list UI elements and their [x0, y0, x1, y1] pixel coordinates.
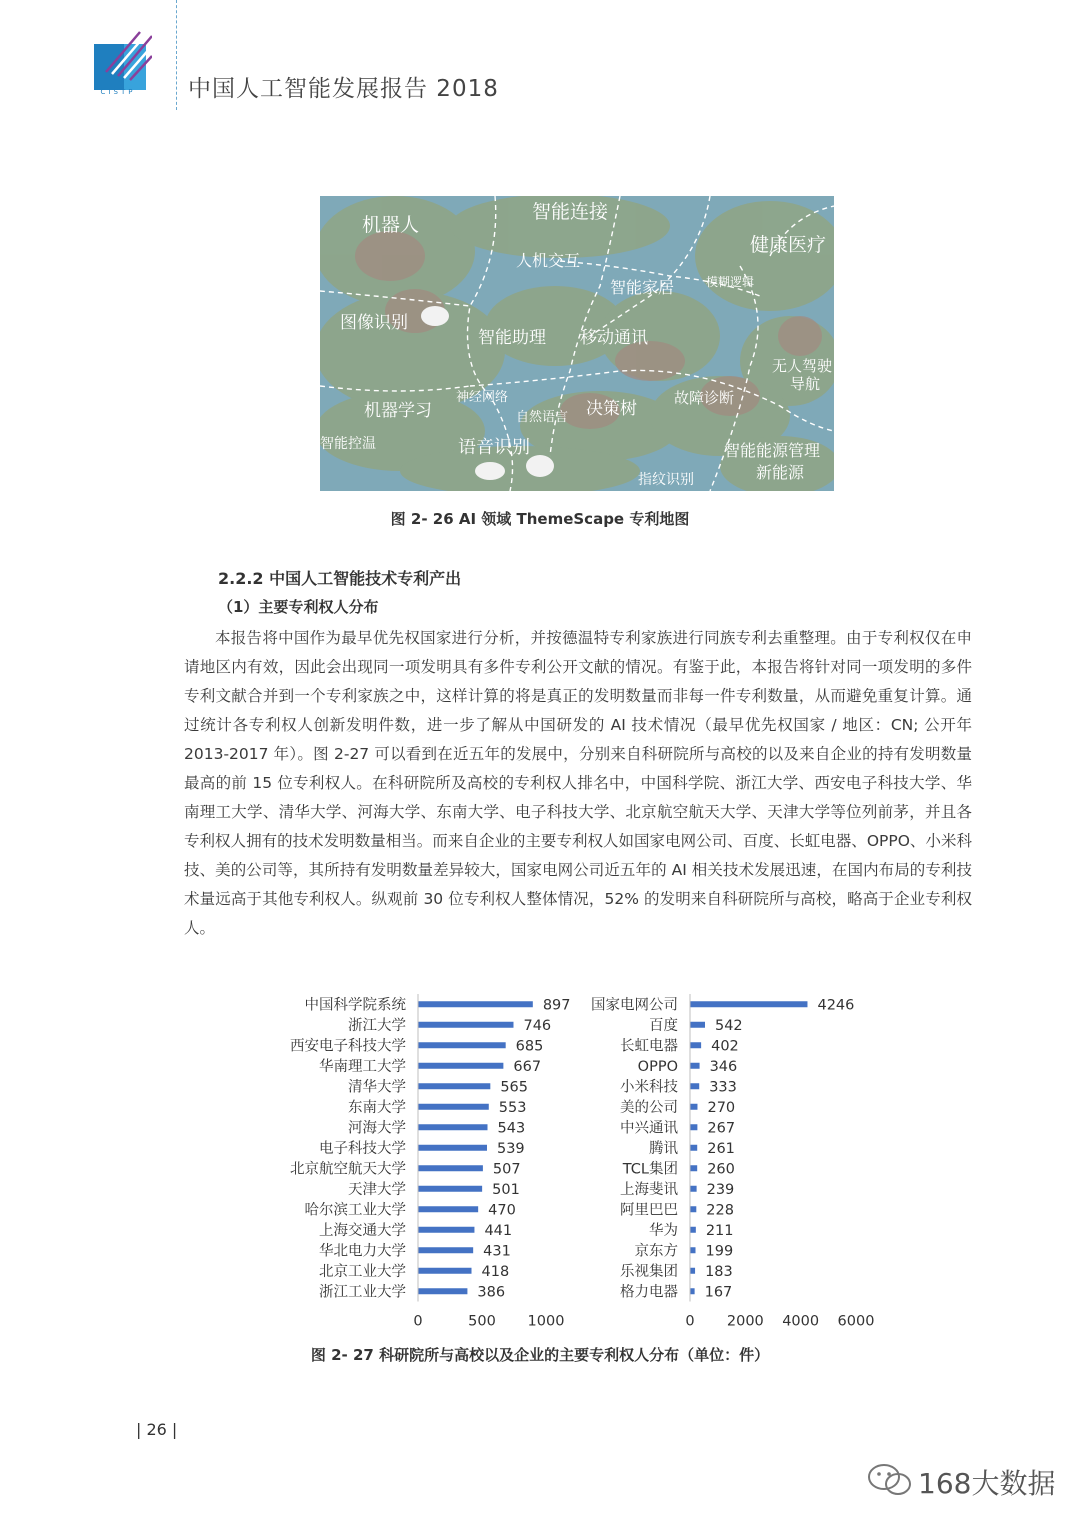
x-tick-label: 0 — [413, 1313, 423, 1330]
bar — [418, 1186, 482, 1192]
bar-value-label: 260 — [707, 1161, 735, 1178]
bar — [418, 1227, 474, 1233]
map-label: 新能源 — [756, 463, 805, 482]
map-label: 移动通讯 — [580, 328, 648, 348]
subsection-heading: （1）主要专利权人分布 — [218, 598, 379, 616]
bar — [690, 1042, 701, 1048]
bar-value-label: 565 — [500, 1079, 529, 1096]
bar-value-label: 270 — [707, 1099, 736, 1116]
bar — [690, 1206, 696, 1212]
bar-value-label: 441 — [484, 1222, 513, 1239]
bar-category-label: 阿里巴巴 — [620, 1202, 678, 1219]
map-label: 健康医疗 — [750, 234, 827, 256]
bar-value-label: 685 — [515, 1038, 544, 1055]
map-label: 人机交互 — [516, 251, 581, 270]
map-label: 决策树 — [586, 399, 637, 419]
bar-value-label: 667 — [513, 1058, 542, 1075]
bar-category-label: TCL集团 — [622, 1161, 678, 1178]
map-label: 故障诊断 — [674, 389, 735, 407]
map-label: 无人驾驶 — [772, 357, 833, 375]
patent-holder-bar-charts — [270, 990, 890, 1330]
bar — [690, 1104, 697, 1110]
bar-value-label: 897 — [542, 997, 571, 1014]
bar — [690, 1124, 697, 1130]
bar-category-label: 上海交通大学 — [319, 1222, 406, 1239]
map-label: 智能家居 — [610, 278, 675, 297]
bar-value-label: 346 — [709, 1058, 738, 1075]
map-label: 神经网络 — [456, 390, 509, 405]
bar — [418, 1042, 506, 1048]
map-label: 智能连接 — [532, 201, 609, 223]
bar-value-label: 431 — [483, 1243, 511, 1260]
map-label: 智能助理 — [478, 328, 546, 348]
body-paragraph: 本报告将中国作为最早优先权国家进行分析，并按德温特专利家族进行同族专利去重整理。由于专利权仅在申请地区内有效，因此会出现同一项发明具有多件专利公开文献的情况。有鉴于此，本报告将针对同一项发明的多件专利文献合并到一个专利家族之中，这样计算的将是真正的发明数量而非每一件专利数量，从而避免重复计算。通过统计各专利权人创新发明件数，进一步了解从中国研发的 AI 技术情况（最早优先权国家 / 地区：CN; 公开年 2013-2017 年）。图 2-27 可以看到在近五年的发展中，分别来自科研院所与高校的以及来自企业的持有发明数量最高的前 15 位专利权人。在科研院所及高校的专利权人排名中，中国科学院、浙江大学、西安电子科技大学、华南理工大学、清华大学、河海大学、东南大学、电子科技大学、北京航空航天大学、天津大学等位列前茅，并且各专利权人拥有的技术发明数量相当。而来自企业的主要专利权人如国家电网公司、百度、长虹电器、OPPO、小米科技、美的公司等，其所持有发明数量差异较大，国家电网公司近五年的 AI 相关技术发展迅速，在国内布局的专利技术量远高于其他专利权人。纵观前 30 位专利权人整体情况，52% 的发明来自科研院所与高校，略高于企业专利权人。 — [184, 629, 972, 937]
bar-category-label: 哈尔滨工业大学 — [304, 1202, 406, 1219]
bar — [690, 1288, 695, 1294]
bar-value-label: 199 — [705, 1243, 734, 1260]
figure-27-caption: 图 2- 27 科研院所与高校以及企业的主要专利权人分布（单位：件） — [310, 1346, 770, 1364]
bar — [690, 1001, 807, 1007]
bar-category-label: OPPO — [637, 1058, 678, 1075]
map-label: 导航 — [790, 375, 821, 393]
bar — [418, 1268, 472, 1274]
bar-category-label: 华为 — [649, 1222, 678, 1239]
bar — [690, 1063, 700, 1069]
bar-value-label: 470 — [488, 1202, 516, 1219]
bar-category-label: 上海斐讯 — [620, 1181, 678, 1198]
bar — [690, 1227, 696, 1233]
cistp-logo — [94, 30, 152, 96]
map-label: 智能能源管理 — [724, 441, 821, 460]
map-label: 机器人 — [362, 214, 420, 236]
bar-value-label: 261 — [707, 1140, 735, 1157]
x-tick-label: 2000 — [726, 1313, 764, 1330]
bar — [418, 1206, 478, 1212]
bar — [690, 1022, 705, 1028]
header-divider — [176, 0, 177, 110]
bar — [690, 1268, 695, 1274]
x-tick-label: 0 — [685, 1313, 695, 1330]
map-label: 机器学习 — [364, 401, 432, 421]
bar-category-label: 中兴通讯 — [620, 1120, 678, 1137]
bar-category-label: 百度 — [649, 1017, 678, 1034]
bar-value-label: 542 — [714, 1017, 743, 1034]
bar-value-label: 746 — [523, 1017, 552, 1034]
bar-category-label: 浙江大学 — [348, 1017, 406, 1034]
bar-category-label: 腾讯 — [649, 1140, 678, 1157]
bar-value-label: 418 — [481, 1263, 510, 1280]
bar-value-label: 333 — [709, 1079, 737, 1096]
report-title: 中国人工智能发展报告 2018 — [188, 76, 499, 102]
bar — [690, 1186, 697, 1192]
bar-category-label: 美的公司 — [620, 1099, 678, 1116]
bar — [418, 1063, 503, 1069]
bar-value-label: 239 — [706, 1181, 735, 1198]
bar-category-label: 北京航空航天大学 — [290, 1161, 406, 1178]
bar-category-label: 长虹电器 — [620, 1038, 678, 1055]
section-heading: 2.2.2 中国人工智能技术专利产出 — [218, 569, 462, 588]
bar — [690, 1165, 697, 1171]
bar-category-label: 电子科技大学 — [319, 1140, 406, 1157]
bar — [418, 1145, 487, 1151]
bar-value-label: 183 — [705, 1263, 733, 1280]
map-label: 图像识别 — [340, 313, 408, 333]
bar-category-label: 东南大学 — [348, 1099, 406, 1116]
bar-category-label: 小米科技 — [620, 1079, 678, 1096]
bar-category-label: 河海大学 — [348, 1120, 406, 1137]
map-label: 模糊逻辑 — [706, 275, 755, 289]
bar-value-label: 507 — [492, 1161, 521, 1178]
bar-value-label: 4246 — [817, 997, 855, 1014]
bar — [418, 1124, 488, 1130]
bar-value-label: 501 — [492, 1181, 520, 1198]
x-tick-label: 6000 — [837, 1313, 875, 1330]
bar-value-label: 267 — [707, 1120, 736, 1137]
bar-value-label: 539 — [496, 1140, 525, 1157]
bar-category-label: 乐视集团 — [620, 1263, 678, 1280]
bar-value-label: 543 — [497, 1120, 526, 1137]
bar-category-label: 浙江工业大学 — [319, 1284, 406, 1301]
bar — [418, 1288, 467, 1294]
bar — [418, 1001, 533, 1007]
bar-category-label: 清华大学 — [348, 1079, 406, 1096]
wechat-icon — [866, 1462, 914, 1498]
x-tick-label: 500 — [468, 1313, 496, 1330]
x-tick-label: 1000 — [527, 1313, 565, 1330]
logo-text: CISTP — [100, 88, 136, 96]
bar — [690, 1247, 696, 1253]
map-label: 语音识别 — [458, 437, 530, 458]
bar-category-label: 格力电器 — [620, 1284, 678, 1301]
bar — [418, 1247, 473, 1253]
bar-category-label: 国家电网公司 — [591, 997, 678, 1014]
bar-value-label: 228 — [706, 1202, 734, 1219]
bar-value-label: 386 — [477, 1284, 506, 1301]
bar-category-label: 西安电子科技大学 — [290, 1038, 406, 1055]
bar-value-label: 211 — [705, 1222, 734, 1239]
bar — [418, 1165, 483, 1171]
bar-category-label: 华南理工大学 — [319, 1058, 406, 1075]
watermark: 168大数据 — [918, 1467, 1056, 1500]
page-number: | 26 | — [136, 1420, 178, 1439]
bar-category-label: 中国科学院系统 — [304, 997, 406, 1014]
bar-category-label: 天津大学 — [348, 1181, 406, 1198]
bar — [418, 1083, 490, 1089]
x-tick-label: 4000 — [782, 1313, 820, 1330]
bar-value-label: 402 — [711, 1038, 739, 1055]
bar-category-label: 北京工业大学 — [319, 1263, 406, 1280]
bar — [418, 1104, 489, 1110]
map-label: 指纹识别 — [638, 472, 694, 488]
themescape-map — [320, 196, 834, 491]
map-label: 智能控温 — [320, 436, 376, 452]
bar — [690, 1083, 699, 1089]
bar-value-label: 553 — [498, 1099, 527, 1116]
map-label: 自然语言 — [516, 410, 569, 425]
bar — [690, 1145, 697, 1151]
figure-26-caption: 图 2- 26 AI 领域 ThemeScape 专利地图 — [390, 510, 690, 528]
bar-category-label: 京东方 — [634, 1243, 678, 1260]
bar-value-label: 167 — [704, 1284, 733, 1301]
bar — [418, 1022, 513, 1028]
bar-category-label: 华北电力大学 — [319, 1243, 406, 1260]
